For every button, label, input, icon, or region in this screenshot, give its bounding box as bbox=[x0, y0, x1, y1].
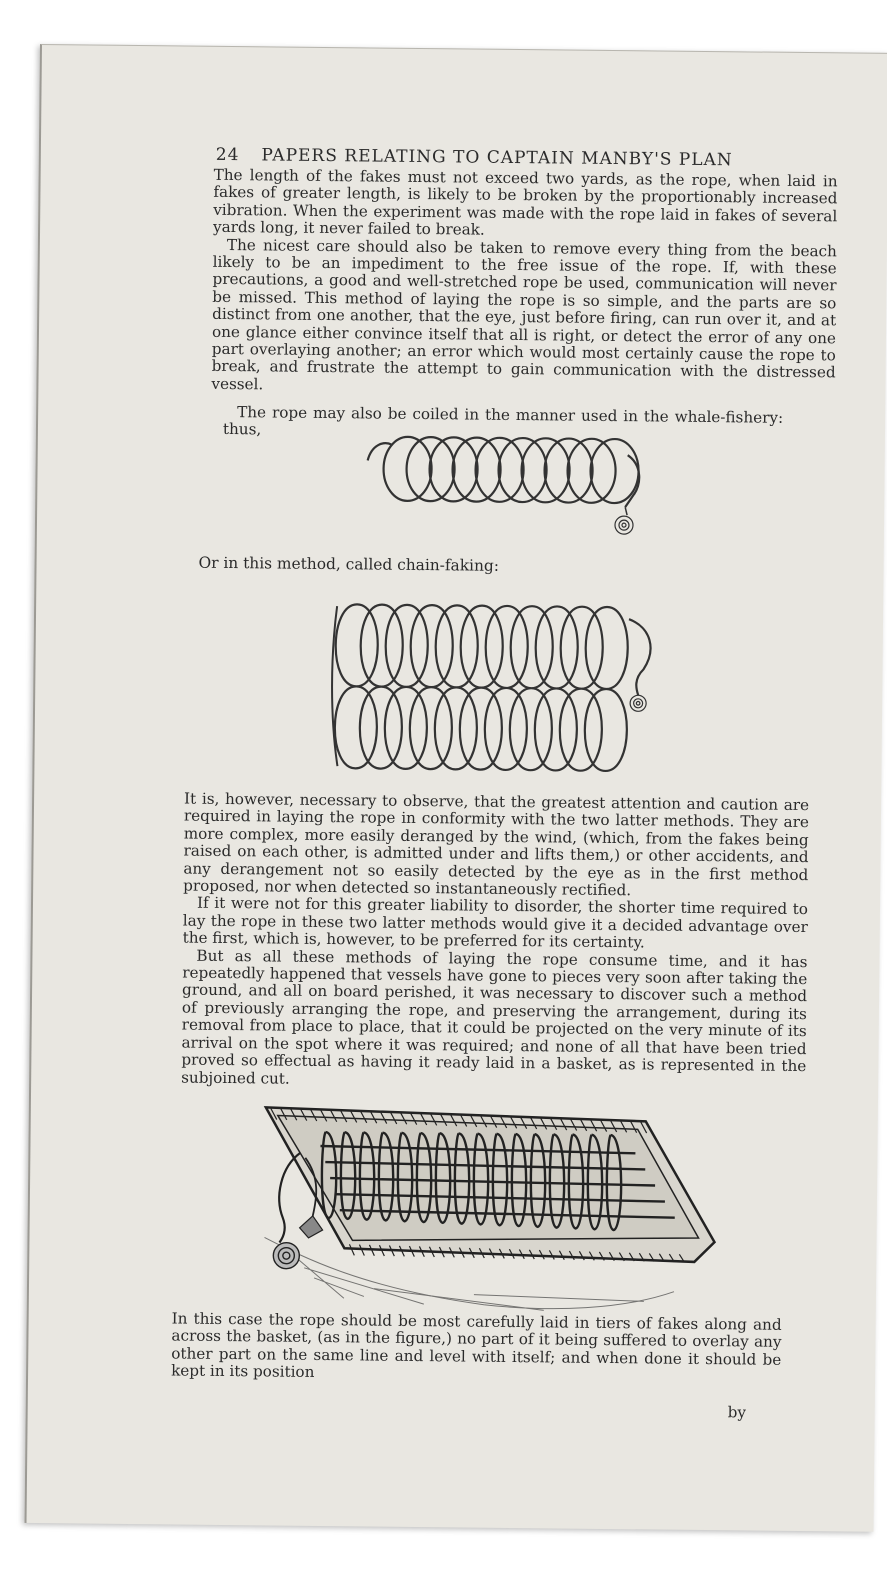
whale-fishery-coil-figure bbox=[357, 422, 648, 565]
caption-chain-faking bbox=[198, 555, 598, 577]
paragraph: The nicest care should also be taken to remove every thing from the beach likely to be an impediment to the free issue of the rope. If, with these precautions, a good and well-stretched rope be used, communication will never be missed. This method of laying the rope is so simple, and the parts are so distinct from one another, that the eye, just before firing, can run over it, and at one glance either convince itself that all is right, or detect the error of any one part overlaying another; an error which would most certainly cause the rope to break, and frustrate the attempt to gain communication with the distressed vessel. bbox=[211, 235, 837, 394]
paragraph: It is, however, necessary to observe, that the greatest attention and caution are required in laying the rope in conformity with the two latter methods. They are more complex, more easily deranged by the wind, (which, from the fakes being raised on each other, is admitted under and lifts them,) or other accidents, and any derangement not so easily detected by the eye as in the first method proposed, nor when detected so instantaneously rectified. bbox=[183, 789, 810, 900]
chain-faking-figure bbox=[327, 596, 669, 780]
paragraph: But as all these methods of laying the rope consume time, and it has repeatedly happened that vessels have gone to pieces very soon after taking the ground, and all on board perished, it was necessary to discover such a method of previously arranging the rope, and preserving the arrangement, during its removal from place to place, that it could be projected on the very minute of its arrival on the spot where it was required; and none of all that have been tried proved so effectual as having it ready laid in a basket, as is represented in the subjoined cut. bbox=[181, 946, 808, 1088]
catchword bbox=[728, 1404, 788, 1422]
book-page bbox=[25, 44, 887, 1532]
caption-text: Or in this method, called chain-faking: bbox=[198, 553, 500, 575]
paragraph: If it were not for this greater liability to disorder, the shorter time required to lay the rope in these two latter methods would give it a decided advantage over the first, which is, however, to be preferred for its certainty. bbox=[182, 894, 809, 952]
paragraph: The length of the fakes must not exceed two yards, as the rope, when laid in fakes of greater length, is likely to be broken by the proportionably increased vibration. When the experiment was made with the rope laid in fakes of several yards long, it never failed to break. bbox=[212, 165, 838, 239]
text-block-top bbox=[211, 167, 837, 400]
caption-text: The rope may also be coiled in the manner used in the whale-fishery: thus, bbox=[222, 403, 784, 439]
running-title: PAPERS RELATING TO CAPTAIN MANBY'S PLAN bbox=[261, 145, 733, 171]
text-block-middle bbox=[181, 791, 809, 1093]
page-number: 24 bbox=[215, 144, 240, 166]
text-block-bottom bbox=[171, 1310, 782, 1386]
rope-basket-figure bbox=[224, 1097, 726, 1317]
catchword-text: by bbox=[727, 1403, 747, 1422]
paragraph: In this case the rope should be most carefully laid in tiers of fakes along and across the basket, (as in the figure,) no part of it being suffered to overlay any other part on the same line and level with itself; and when done it should be kept in its position bbox=[171, 1309, 782, 1382]
